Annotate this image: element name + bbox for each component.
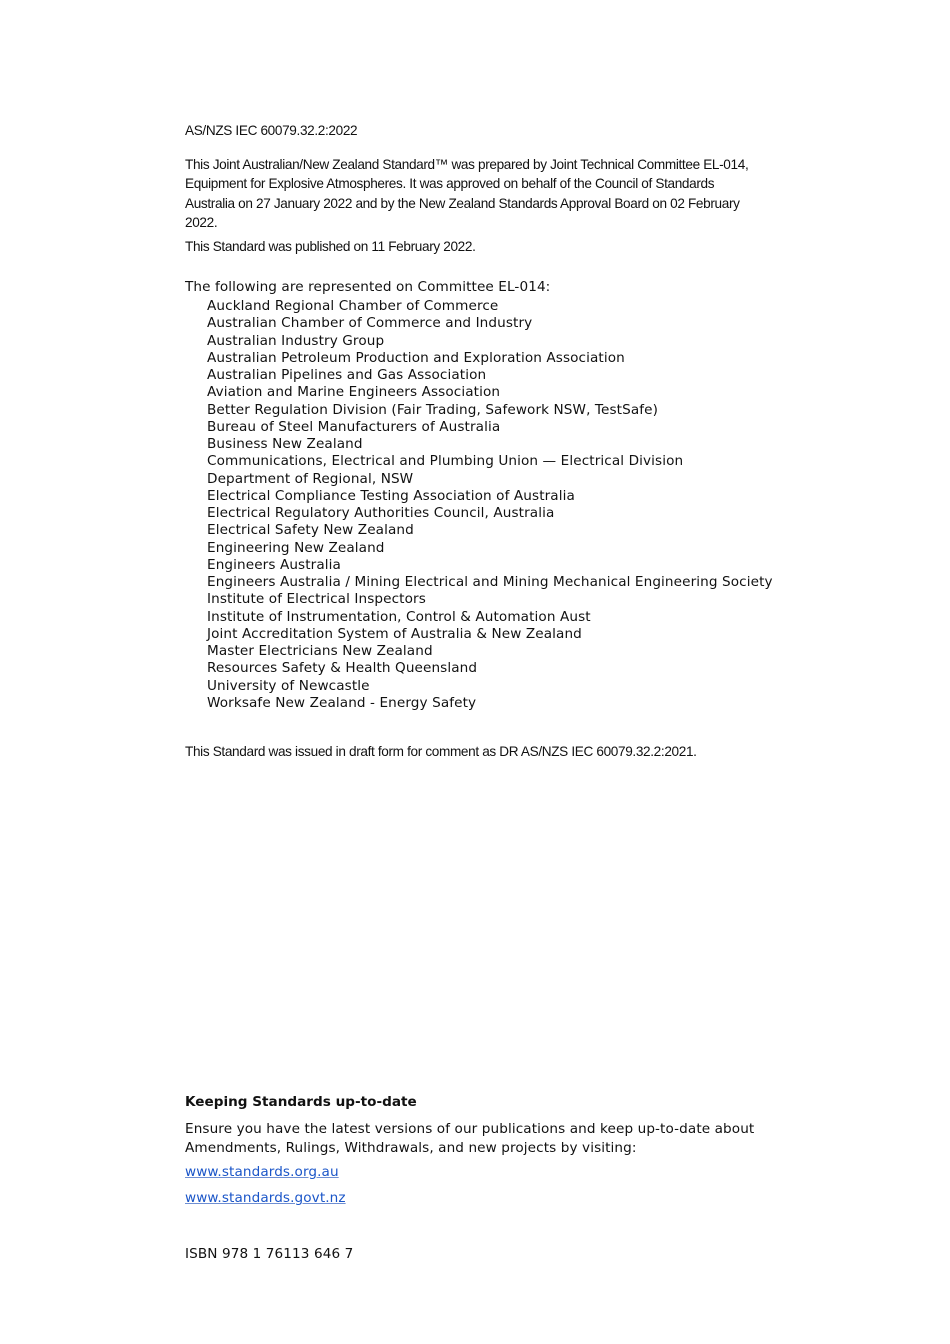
committee-member: Engineers Australia xyxy=(207,556,341,573)
committee-member: Aviation and Marine Engineers Association xyxy=(207,384,501,401)
keeping-up-to-date-heading: Keeping Standards up-to-date xyxy=(185,1094,417,1110)
standards-nz-link[interactable]: www.standards.govt.nz xyxy=(185,1190,346,1206)
committee-member: Engineers Australia / Mining Electrical and Mining Mechanical Engineering Society xyxy=(207,574,773,590)
committee-member: Auckland Regional Chamber of Commerce xyxy=(207,298,499,314)
committee-member: Master Electricians New Zealand xyxy=(207,643,433,659)
committee-member: Business New Zealand xyxy=(207,436,363,452)
committee-member: Worksafe New Zealand - Energy Safety xyxy=(207,694,477,711)
committee-member: Electrical Regulatory Authorities Council, Australia xyxy=(207,505,555,521)
committee-member: Joint Accreditation System of Australia & New Zealand xyxy=(207,625,582,642)
committee-member: Australian Pipelines and Gas Association xyxy=(207,367,487,383)
committee-member: University of Newcastle xyxy=(207,677,370,694)
committee-member: Australian Petroleum Production and Exploration Association xyxy=(207,349,625,366)
committee-member: Resources Safety & Health Queensland xyxy=(207,660,478,677)
draft-notice: This Standard was issued in draft form for comment as DR AS/NZS IEC 60079.32.2:2021. xyxy=(185,744,697,759)
committee-member: Electrical Safety New Zealand xyxy=(207,522,414,539)
committee-member: Department of Regional, NSW xyxy=(207,470,414,487)
keeping-up-to-date-paragraph: Ensure you have the latest versions of our publications and keep up-to-date about Amendments, Rulings, Withdrawals, and new projects by visiting: xyxy=(185,1121,755,1156)
committee-member: Engineering New Zealand xyxy=(207,539,385,556)
committee-member: Bureau of Steel Manufacturers of Australia xyxy=(207,418,501,435)
preparation-paragraph: This Joint Australian/New Zealand Standard™ was prepared by Joint Technical Committee EL-014, Equipment for Explosive Atmospheres. It was approved on behalf of the Council of Standards Australia on 27 January 2022 and by the New Zealand Standards Approval Board on 02 February 2022. xyxy=(185,157,749,231)
document-identifier: AS/NZS IEC 60079.32.2:2022 xyxy=(185,123,358,138)
committee-member: Communications, Electrical and Plumbing Union — Electrical Division xyxy=(207,453,684,470)
committee-member: Better Regulation Division (Fair Trading, Safework NSW, TestSafe) xyxy=(207,401,659,418)
publication-date-line: This Standard was published on 11 February 2022. xyxy=(185,239,476,254)
isbn-number: ISBN 978 1 76113 646 7 xyxy=(185,1246,354,1262)
committee-intro: The following are represented on Committee EL-014: xyxy=(185,279,551,295)
standards-australia-link[interactable]: www.standards.org.au xyxy=(185,1164,339,1180)
committee-member: Australian Industry Group xyxy=(207,332,385,349)
committee-member: Electrical Compliance Testing Association of Australia xyxy=(207,487,575,504)
document-page xyxy=(185,0,775,1344)
committee-member: Australian Chamber of Commerce and Industry xyxy=(207,315,533,332)
committee-member: Institute of Electrical Inspectors xyxy=(207,591,426,608)
committee-member: Institute of Instrumentation, Control & Automation Aust xyxy=(207,608,591,625)
committee-member-list xyxy=(207,298,773,712)
